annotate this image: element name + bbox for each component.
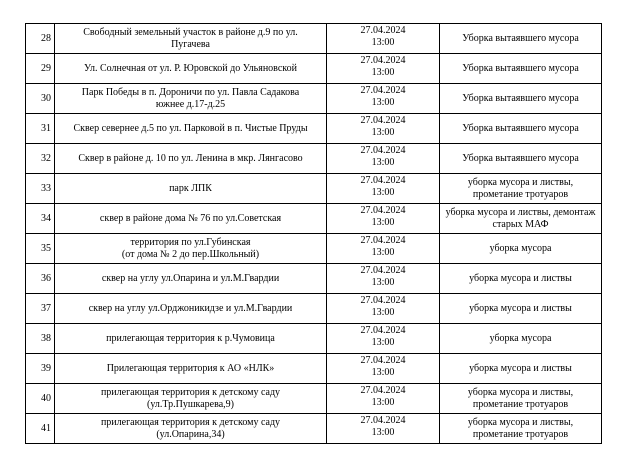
row-number: 34 bbox=[26, 204, 55, 234]
work-type-cell bbox=[440, 174, 602, 204]
time-text: 13:00 bbox=[371, 187, 395, 198]
location-cell bbox=[55, 294, 327, 324]
location-line: сквер на углу ул.Опарина и ул.М.Гвардии bbox=[101, 272, 280, 284]
location-line: (от дома № 2 до пер.Школьный) bbox=[121, 248, 260, 260]
location-line: парк ЛПК bbox=[169, 182, 212, 194]
date-text: 27.04.2024 bbox=[360, 325, 406, 336]
time-text: 13:00 bbox=[371, 37, 395, 48]
datetime-cell bbox=[327, 84, 440, 114]
location-cell bbox=[55, 174, 327, 204]
date-text: 27.04.2024 bbox=[360, 265, 406, 276]
time-text: 13:00 bbox=[371, 307, 395, 318]
table-row bbox=[26, 384, 602, 414]
table-row bbox=[26, 324, 602, 354]
date-text: 27.04.2024 bbox=[360, 385, 406, 396]
work-type-line: Уборка вытаявшего мусора bbox=[462, 152, 579, 164]
date-text: 27.04.2024 bbox=[360, 295, 406, 306]
location-cell bbox=[55, 414, 327, 444]
date-text: 27.04.2024 bbox=[360, 355, 406, 366]
location-line: Сквер севернее д.5 по ул. Парковой в п. Чистые Пруды bbox=[73, 122, 308, 134]
time-text: 13:00 bbox=[371, 97, 395, 108]
table-body bbox=[26, 24, 602, 444]
location-line: территория по ул.Губинская bbox=[130, 236, 251, 248]
row-number: 31 bbox=[26, 114, 55, 144]
datetime-cell bbox=[327, 264, 440, 294]
table-row bbox=[26, 414, 602, 444]
work-type-cell bbox=[440, 264, 602, 294]
work-type-cell bbox=[440, 384, 602, 414]
location-line: прилегающая территория к детскому саду bbox=[100, 416, 281, 428]
table-row bbox=[26, 144, 602, 174]
table-row bbox=[26, 354, 602, 384]
location-line: прилегающая территория к детскому саду bbox=[100, 386, 281, 398]
date-text: 27.04.2024 bbox=[360, 115, 406, 126]
location-cell bbox=[55, 84, 327, 114]
location-line: Свободный земельный участок в районе д.9 по ул. bbox=[83, 26, 298, 38]
work-type-line: уборка мусора и листвы, демонтаж bbox=[445, 206, 596, 218]
date-text: 27.04.2024 bbox=[360, 145, 406, 156]
location-cell bbox=[55, 264, 327, 294]
work-type-cell bbox=[440, 24, 602, 54]
location-line: Сквер в районе д. 10 по ул. Ленина в мкр. Лянгасово bbox=[78, 152, 303, 164]
work-type-cell bbox=[440, 414, 602, 444]
time-text: 13:00 bbox=[371, 367, 395, 378]
location-cell bbox=[55, 354, 327, 384]
location-line: сквер в районе дома № 76 по ул.Советская bbox=[99, 212, 282, 224]
location-line: (ул.Опарина,34) bbox=[156, 428, 225, 440]
work-type-cell bbox=[440, 354, 602, 384]
datetime-cell bbox=[327, 294, 440, 324]
work-type-cell bbox=[440, 54, 602, 84]
time-text: 13:00 bbox=[371, 397, 395, 408]
datetime-cell bbox=[327, 144, 440, 174]
work-type-cell bbox=[440, 294, 602, 324]
location-line: Ул. Солнечная от ул. Р. Юровской до Ульяновской bbox=[84, 62, 297, 74]
table-row bbox=[26, 234, 602, 264]
work-type-line: уборка мусора и листвы bbox=[469, 302, 572, 314]
row-number: 39 bbox=[26, 354, 55, 384]
datetime-cell bbox=[327, 24, 440, 54]
work-type-line: уборка мусора и листвы, bbox=[467, 176, 574, 188]
work-type-line: Уборка вытаявшего мусора bbox=[462, 32, 579, 44]
date-text: 27.04.2024 bbox=[360, 235, 406, 246]
location-line: Прилегающая территория к АО «НЛК» bbox=[106, 362, 275, 374]
location-cell bbox=[55, 24, 327, 54]
location-line: (ул.Тр.Пушкарева,9) bbox=[147, 398, 234, 410]
row-number: 40 bbox=[26, 384, 55, 414]
location-cell bbox=[55, 114, 327, 144]
work-type-line: прометание тротуаров bbox=[472, 188, 569, 200]
time-text: 13:00 bbox=[371, 277, 395, 288]
row-number: 32 bbox=[26, 144, 55, 174]
work-type-line: Уборка вытаявшего мусора bbox=[462, 62, 579, 74]
location-cell bbox=[55, 384, 327, 414]
datetime-cell bbox=[327, 324, 440, 354]
date-text: 27.04.2024 bbox=[360, 415, 406, 426]
work-type-cell bbox=[440, 234, 602, 264]
work-type-line: прометание тротуаров bbox=[472, 428, 569, 440]
work-type-line: старых МАФ bbox=[492, 218, 549, 230]
work-type-line: Уборка вытаявшего мусора bbox=[462, 92, 579, 104]
date-text: 27.04.2024 bbox=[360, 175, 406, 186]
work-type-cell bbox=[440, 144, 602, 174]
time-text: 13:00 bbox=[371, 157, 395, 168]
datetime-cell bbox=[327, 354, 440, 384]
table-row bbox=[26, 84, 602, 114]
cleanup-schedule-table bbox=[25, 23, 602, 444]
location-cell bbox=[55, 204, 327, 234]
row-number: 33 bbox=[26, 174, 55, 204]
work-type-line: уборка мусора bbox=[489, 242, 552, 254]
table-row bbox=[26, 24, 602, 54]
datetime-cell bbox=[327, 204, 440, 234]
work-type-line: Уборка вытаявшего мусора bbox=[462, 122, 579, 134]
table-row bbox=[26, 54, 602, 84]
row-number: 35 bbox=[26, 234, 55, 264]
row-number: 36 bbox=[26, 264, 55, 294]
table-row bbox=[26, 204, 602, 234]
time-text: 13:00 bbox=[371, 247, 395, 258]
work-type-line: уборка мусора и листвы bbox=[469, 272, 572, 284]
location-cell bbox=[55, 234, 327, 264]
datetime-cell bbox=[327, 174, 440, 204]
row-number: 29 bbox=[26, 54, 55, 84]
datetime-cell bbox=[327, 114, 440, 144]
time-text: 13:00 bbox=[371, 67, 395, 78]
row-number: 41 bbox=[26, 414, 55, 444]
work-type-line: уборка мусора и листвы, bbox=[467, 416, 574, 428]
work-type-line: уборка мусора и листвы bbox=[469, 362, 572, 374]
work-type-cell bbox=[440, 84, 602, 114]
row-number: 37 bbox=[26, 294, 55, 324]
row-number: 38 bbox=[26, 324, 55, 354]
time-text: 13:00 bbox=[371, 337, 395, 348]
location-line: прилегающая территория к р.Чумовица bbox=[106, 332, 275, 344]
table-row bbox=[26, 264, 602, 294]
row-number: 28 bbox=[26, 24, 55, 54]
location-line: южнее д.17-д.25 bbox=[155, 98, 226, 110]
datetime-cell bbox=[327, 54, 440, 84]
work-type-cell bbox=[440, 114, 602, 144]
date-text: 27.04.2024 bbox=[360, 25, 406, 36]
location-cell bbox=[55, 144, 327, 174]
work-type-line: уборка мусора и листвы, bbox=[467, 386, 574, 398]
work-type-cell bbox=[440, 324, 602, 354]
row-number: 30 bbox=[26, 84, 55, 114]
date-text: 27.04.2024 bbox=[360, 55, 406, 66]
location-line: сквер на углу ул.Орджоникидзе и ул.М.Гвардии bbox=[88, 302, 293, 314]
work-type-line: прометание тротуаров bbox=[472, 398, 569, 410]
datetime-cell bbox=[327, 234, 440, 264]
table-row bbox=[26, 174, 602, 204]
time-text: 13:00 bbox=[371, 427, 395, 438]
location-cell bbox=[55, 54, 327, 84]
location-line: Пугачева bbox=[171, 38, 210, 50]
table-row bbox=[26, 294, 602, 324]
work-type-cell bbox=[440, 204, 602, 234]
datetime-cell bbox=[327, 414, 440, 444]
date-text: 27.04.2024 bbox=[360, 205, 406, 216]
location-line: Парк Победы в п. Дороничи по ул. Павла Садакова bbox=[81, 86, 300, 98]
date-text: 27.04.2024 bbox=[360, 85, 406, 96]
table-row bbox=[26, 114, 602, 144]
time-text: 13:00 bbox=[371, 217, 395, 228]
cleanup-schedule-document bbox=[25, 23, 602, 444]
work-type-line: уборка мусора bbox=[489, 332, 552, 344]
location-cell bbox=[55, 324, 327, 354]
datetime-cell bbox=[327, 384, 440, 414]
time-text: 13:00 bbox=[371, 127, 395, 138]
